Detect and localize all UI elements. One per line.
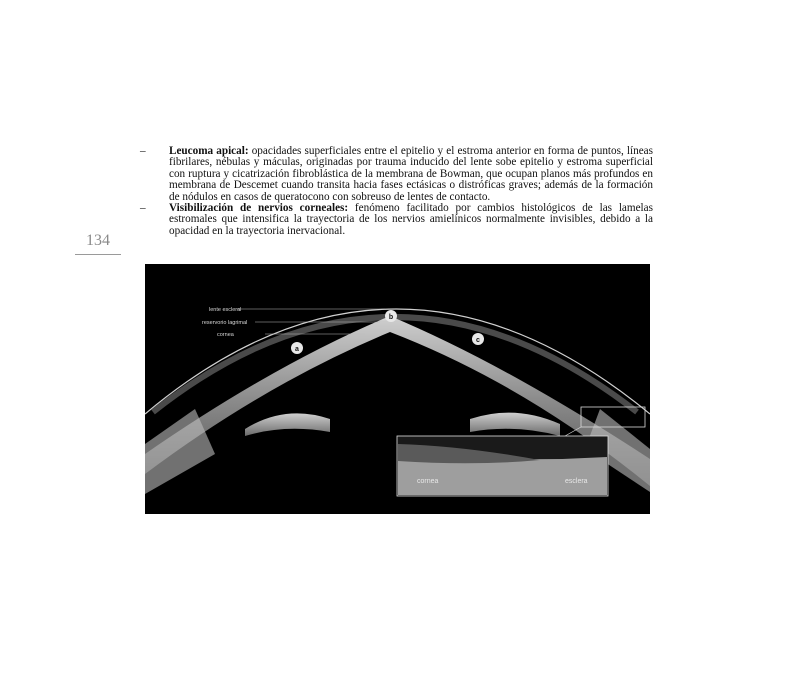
label-reservorio-lagrimal: reservorio lagrimal <box>202 320 248 326</box>
marker-b <box>385 310 397 322</box>
inset-label-esclera: esclera <box>565 478 588 485</box>
bullet-term-nervios: Visibilización de nervios corneales: <box>169 202 349 215</box>
svg-text:c: c <box>476 337 480 344</box>
bullet-dash: – <box>140 145 146 157</box>
iris-right <box>470 413 560 436</box>
bullet-term-leucoma: Leucoma apical: <box>169 145 249 157</box>
inset-magnified-view <box>397 436 608 496</box>
label-cornea: cornea <box>217 332 234 338</box>
bullet-text-leucoma: opacidades superficiales entre el epitelio y el estroma anterior en forma de puntos, líneas fibrilares, nébulas y máculas, originadas por trauma inducido del lente sobe epitelio y estroma superficial con ruptura y cicatrización fibroblástica de la membrana de Bowman, que ocupan planos más profundos en membrana de Descemet cuando transita hacia fases ectásicas o distróficas graves; además de la formación de nódulos en casos de queratocono con sobreuso de lentes de contacto. <box>169 145 653 203</box>
bullet-list <box>140 146 653 237</box>
svg-text:b: b <box>388 314 394 321</box>
marker-c <box>472 333 484 345</box>
label-lente-escleral: lente escleral <box>209 307 242 313</box>
page-number: 134 <box>86 232 110 249</box>
marker-a <box>291 342 303 354</box>
oct-scleral-lens-image <box>145 264 650 514</box>
bullet-item-nervios <box>140 203 653 237</box>
svg-text:a: a <box>295 346 299 353</box>
bullet-item-leucoma <box>140 146 653 203</box>
inset-label-cornea: cornea <box>417 478 439 485</box>
bullet-text-nervios: fenómeno facilitado por cambios histológicos de las lamelas estromales que intensifica la trayectoria de los nervios amielínicos normalmente invisibles, debido a la opacidad en la trayectoria inervacional. <box>169 202 653 237</box>
page-number-rule <box>75 254 121 255</box>
bullet-dash: – <box>140 202 146 215</box>
iris-left <box>245 413 330 436</box>
